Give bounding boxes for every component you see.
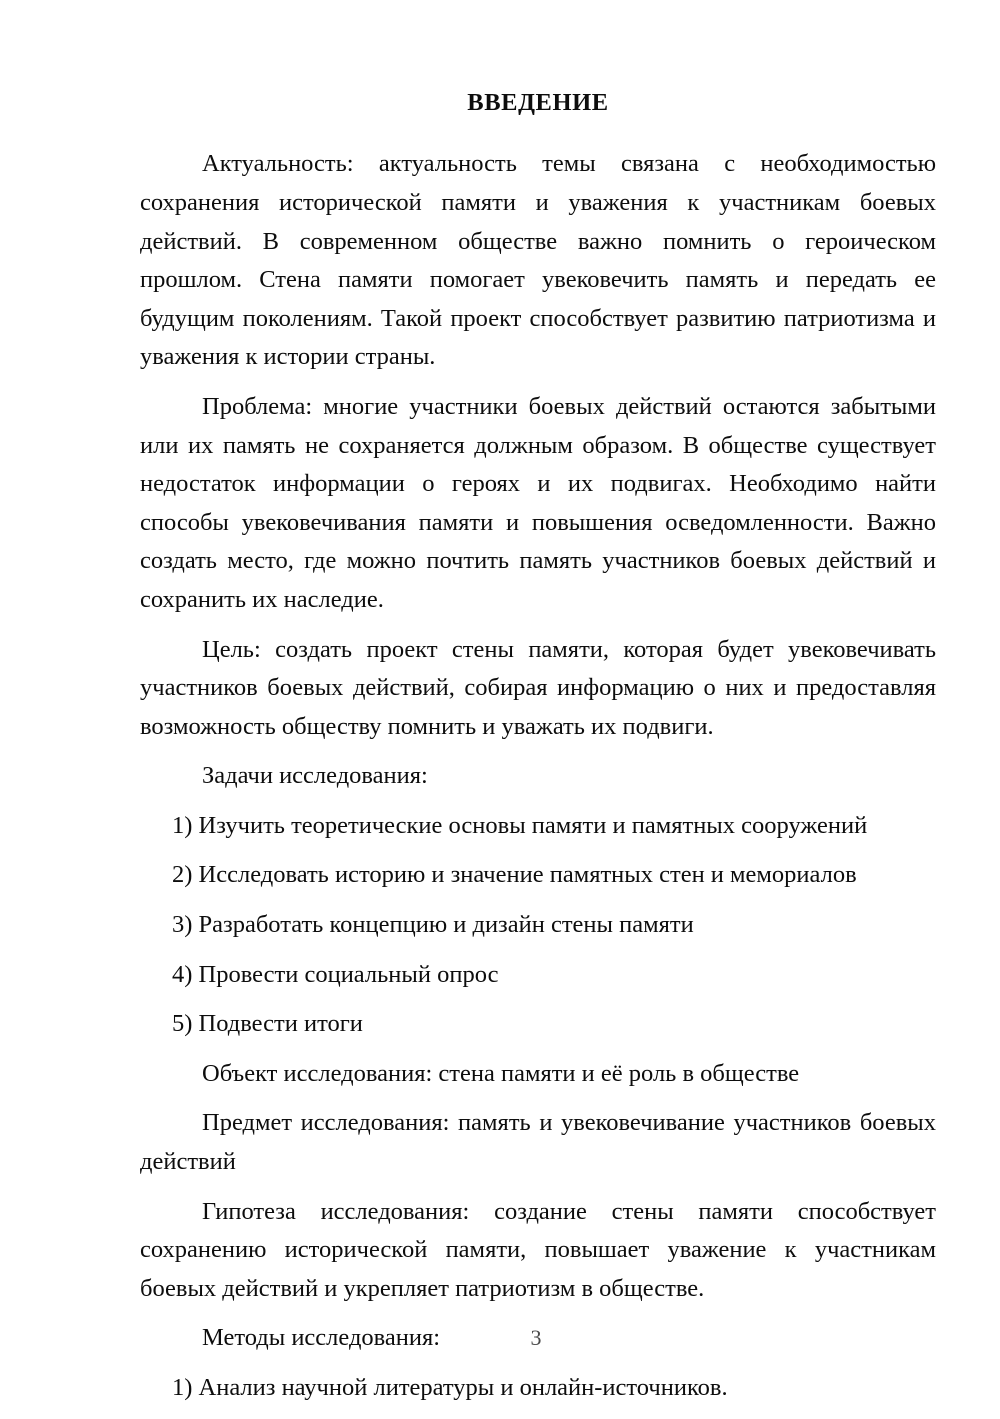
document-body	[140, 88, 936, 1419]
list-item: 2) Исследовать историю и значение памятных стен и мемориалов	[172, 861, 857, 889]
list-item: 5) Подвести итоги	[172, 1010, 363, 1038]
paragraph-object: Объект исследования: стена памяти и её роль в обществе	[202, 1059, 800, 1087]
page-title: ВВЕДЕНИЕ	[467, 89, 609, 116]
list-item: 1) Анализ научной литературы и онлайн-источников.	[172, 1374, 728, 1402]
list-item: 1) Изучить теоретические основы памяти и памятных сооружений	[172, 811, 868, 839]
page-number: 3	[530, 1325, 542, 1350]
heading-methods: Методы исследования:	[202, 1324, 441, 1352]
heading-tasks: Задачи исследования:	[202, 762, 428, 790]
methods-list	[140, 1369, 936, 1408]
list-item: 4) Провести социальный опрос	[172, 960, 499, 988]
list-item: 3) Разработать концепцию и дизайн стены памяти	[172, 911, 694, 939]
paragraph-relevance: Актуальность: актуальность темы связана с необходимостью сохранения исторической памяти и уважения к участникам боевых действий. В современном обществе важно помнить о героическом прошлом. Стена памяти помогает увековечить память и передать ее будущим поколениям. Такой проект способствует развитию патриотизма и уважения к истории страны.	[140, 150, 936, 371]
paragraph-goal: Цель: создать проект стены памяти, которая будет увековечивать участников боевых действий, собирая информацию о них и предоставляя возможность обществу помнить и уважать их подвиги.	[140, 635, 936, 740]
tasks-list	[140, 807, 936, 1044]
paragraph-subject: Предмет исследования: память и увековечивание участников боевых действий	[140, 1109, 936, 1176]
paragraph-hypothesis: Гипотеза исследования: создание стены памяти способствует сохранению исторической памяти, повышает уважение к участникам боевых действий и укрепляет патриотизм в обществе.	[140, 1197, 936, 1302]
paragraph-problem: Проблема: многие участники боевых действий остаются забытыми или их память не сохраняется должным образом. В обществе существует недостаток информации о героях и их подвигах. Необходимо найти способы увековечивания памяти и повышения осведомленности. Важно создать место, где можно почтить память участников боевых действий и сохранить их наследие.	[140, 392, 936, 613]
